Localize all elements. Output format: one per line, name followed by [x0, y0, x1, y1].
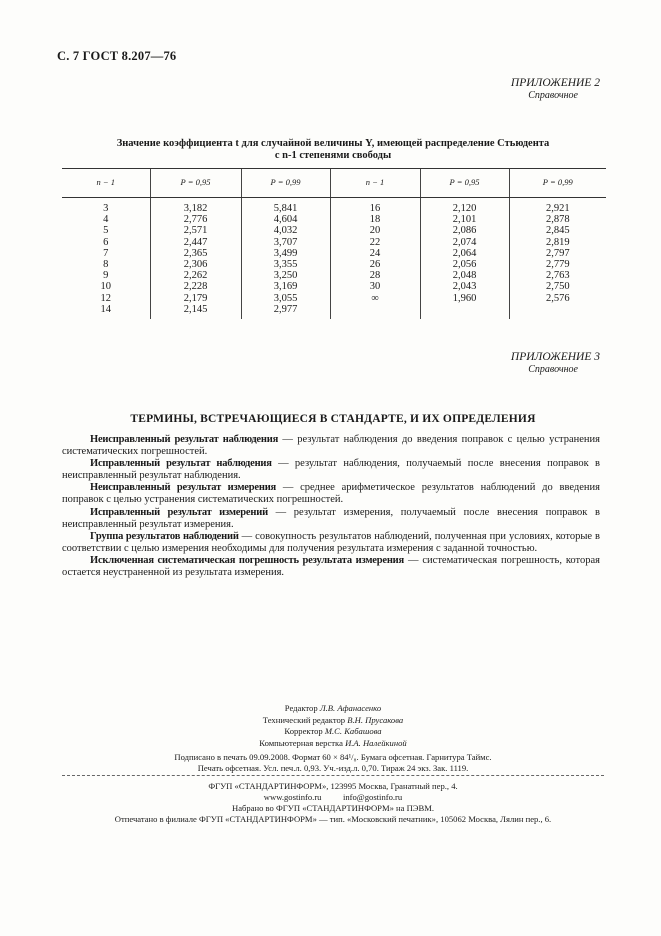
table-cell: 2,306 — [150, 259, 241, 270]
table-cell: 2,101 — [420, 214, 509, 225]
imprint-contacts — [62, 792, 604, 803]
table-cell: 2,977 — [241, 304, 330, 319]
table-cell: 16 — [330, 198, 420, 215]
table-cell: 2,763 — [509, 270, 606, 281]
table-cell: 2,365 — [150, 248, 241, 259]
table-cell: 28 — [330, 270, 420, 281]
table-cell: 2,779 — [509, 259, 606, 270]
table-cell: 22 — [330, 237, 420, 248]
table-cell: 1,960 — [420, 293, 509, 304]
definition-text: — среднее арифметическое результатов наблюдений до введения поправок с целью устранения систематических погрешностей. — [62, 482, 600, 506]
definition-item — [62, 482, 600, 506]
credit-label: Редактор — [284, 703, 318, 713]
definition-term: Группа результатов наблюдений — [90, 530, 239, 542]
appendix-2-subtitle: Справочное — [528, 90, 578, 101]
table-cell: 3,355 — [241, 259, 330, 270]
table-cell: 3,055 — [241, 293, 330, 304]
imprint-publisher: ФГУП «СТАНДАРТИНФОРМ», 123995 Москва, Гранатный пер., 4. — [208, 781, 458, 791]
definition-item — [62, 531, 600, 555]
credit-person: В.Н. Прусакова — [347, 714, 404, 725]
table-cell: ∞ — [330, 293, 420, 304]
table-cell: 2,878 — [509, 214, 606, 225]
email-link[interactable]: info@gostinfo.ru — [342, 792, 403, 802]
appendix-2-title: ПРИЛОЖЕНИЕ 2 — [510, 77, 600, 89]
table-title-line-2: с n-1 степенями свободы — [274, 150, 392, 161]
table-cell: 8 — [103, 259, 109, 271]
credits — [62, 703, 604, 749]
definition-text: — результат измерения, получаемый после внесения поправок в неисправленный результат измерения. — [62, 506, 600, 530]
appendix-3-subtitle: Справочное — [528, 364, 578, 375]
table-cell: 4,032 — [241, 225, 330, 236]
column-header: P = 0,99 — [509, 169, 606, 198]
table-title — [60, 138, 606, 162]
table-row — [62, 259, 606, 270]
divider — [62, 775, 604, 776]
table-title-line-1: Значение коэффициента t для случайной величины Y, имеющей распределение Стьюдента — [116, 138, 550, 149]
table-cell: 3 — [103, 203, 109, 214]
table-cell: 24 — [330, 248, 420, 259]
table-cell: 9 — [103, 270, 109, 282]
definition-term: Исправленный результат наблюдения — [90, 458, 272, 470]
table-cell — [330, 304, 420, 319]
table-row — [62, 281, 606, 292]
student-t-table — [62, 168, 606, 319]
table-cell: 12 — [100, 292, 111, 304]
table-cell: 14 — [100, 303, 111, 315]
definition-item — [62, 458, 600, 482]
credit-label: Корректор — [284, 726, 323, 736]
page-header: С. 7 ГОСТ 8.207—76 — [57, 49, 177, 63]
definition-text: — результат наблюдения, получаемый после внесения поправок в неисправленный результат наблюдения. — [62, 458, 601, 482]
credit-corrector — [62, 726, 604, 738]
table-cell: 7 — [103, 247, 109, 259]
table-cell: 5 — [103, 225, 109, 237]
definition-term: Неисправленный результат измерения — [90, 482, 277, 494]
section-title: ТЕРМИНЫ, ВСТРЕЧАЮЩИЕСЯ В СТАНДАРТЕ, И ИХ ОПРЕДЕЛЕНИЯ — [130, 413, 536, 425]
table-cell: 10 — [100, 281, 111, 293]
imprint-print: Печать офсетная. Усл. печ.л. 0,93. Уч.-изд.л. 0,70. Тираж 24 экз. Зак. 1119. — [197, 763, 469, 773]
table-cell: 2,750 — [509, 281, 606, 292]
table-cell: 3,169 — [241, 281, 330, 292]
table-cell: 2,776 — [150, 214, 241, 225]
table-cell — [420, 304, 509, 319]
table-cell: 5,841 — [241, 198, 330, 215]
credit-person: М.С. Кабашова — [324, 726, 382, 736]
column-header: n − 1 — [62, 169, 150, 198]
definition-term: Исключенная систематическая погрешность результата измерения — [90, 554, 405, 566]
table-cell: 2,043 — [420, 281, 509, 292]
table-cell: 20 — [330, 225, 420, 236]
imprint-typeset: Набрано во ФГУП «СТАНДАРТИНФОРМ» на ПЭВМ. — [232, 803, 434, 813]
table-cell: 2,845 — [509, 225, 606, 236]
table-row — [62, 270, 606, 281]
table-cell: 18 — [330, 214, 420, 225]
credit-label: Компьютерная верстка — [259, 737, 343, 748]
credit-tech-editor — [62, 715, 604, 727]
column-header: P = 0,99 — [241, 169, 330, 198]
definition-item — [62, 434, 600, 458]
table-cell: 2,074 — [420, 237, 509, 248]
table-cell: 2,048 — [420, 270, 509, 281]
table-header-row — [62, 169, 606, 198]
table-cell: 26 — [330, 259, 420, 270]
credit-label: Технический редактор — [262, 714, 346, 725]
table-row — [62, 198, 606, 215]
table-cell: 2,145 — [150, 304, 241, 319]
credit-person: Л.В. Афанасенко — [319, 703, 382, 713]
column-header: P = 0,95 — [420, 169, 509, 198]
table-cell: 2,056 — [420, 259, 509, 270]
table-cell: 2,576 — [509, 293, 606, 304]
table-row — [62, 225, 606, 236]
table-row — [62, 237, 606, 248]
table-cell: 3,182 — [150, 198, 241, 215]
table-cell: 2,447 — [150, 237, 241, 248]
imprint-printed: Отпечатано в филиале ФГУП «СТАНДАРТИНФОРМ» — тип. «Московский печатник», 105062 Москва, Лялин пер., 6. — [114, 814, 552, 824]
credit-layout — [62, 738, 604, 750]
column-header: n − 1 — [330, 169, 420, 198]
definition-item — [62, 555, 600, 579]
table-cell: 3,499 — [241, 248, 330, 259]
table-cell: 3,250 — [241, 270, 330, 281]
table-cell: 2,064 — [420, 248, 509, 259]
appendix-2-heading — [511, 77, 600, 101]
table-cell: 6 — [103, 236, 109, 248]
credit-person: И.А. Налейкиной — [345, 737, 407, 748]
table-cell: 3,707 — [241, 237, 330, 248]
table-cell: 4 — [103, 214, 109, 226]
table-cell: 2,228 — [150, 281, 241, 292]
table-cell: 2,921 — [509, 198, 606, 215]
imprint-signed: Подписано в печать 09.09.2008. Формат 60 × 84¹/₈. Бумага офсетная. Гарнитура Таймс. — [174, 752, 492, 762]
column-header: P = 0,95 — [150, 169, 241, 198]
definition-text: — результат наблюдения до введения поправок с целью устранения систематических погрешностей. — [62, 434, 600, 458]
definition-text: — совокупность результатов наблюдений, полученная при условиях, которые в соответствии с целью измерения необходимы для получения результата измерения с заданной точностью. — [62, 530, 600, 554]
table-cell: 2,797 — [509, 248, 606, 259]
definition-term: Исправленный результат измерений — [90, 506, 268, 518]
table-cell: 2,120 — [420, 198, 509, 215]
definition-text: — систематическая погрешность, которая остается неустраненной из результата измерения. — [62, 554, 600, 579]
table-cell: 2,262 — [150, 270, 241, 281]
table-cell: 2,179 — [150, 293, 241, 304]
table-cell: 30 — [330, 281, 420, 292]
definition-item — [62, 507, 600, 531]
table-row — [62, 293, 606, 304]
table-cell: 2,086 — [420, 225, 509, 236]
definitions-list — [62, 434, 600, 579]
table-cell — [509, 304, 606, 319]
table-row — [62, 248, 606, 259]
table-cell: 4,604 — [241, 214, 330, 225]
appendix-3-heading — [511, 351, 600, 375]
table-cell: 2,819 — [509, 237, 606, 248]
appendix-3-title: ПРИЛОЖЕНИЕ 3 — [510, 351, 600, 363]
credit-editor — [62, 703, 604, 715]
table-row — [62, 304, 606, 319]
table-cell: 2,571 — [150, 225, 241, 236]
definition-term: Неисправленный результат наблюдения — [90, 434, 279, 445]
table-row — [62, 214, 606, 225]
website-link[interactable]: www.gostinfo.ru — [263, 792, 322, 802]
